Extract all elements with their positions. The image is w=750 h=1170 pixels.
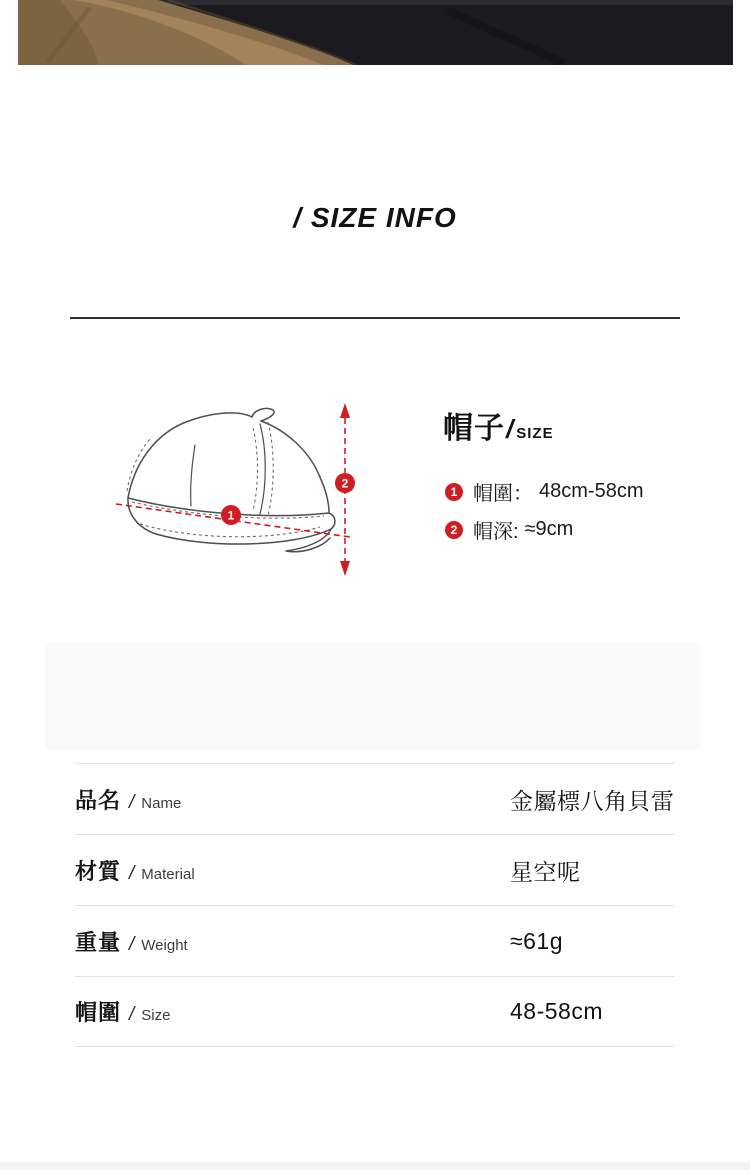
table-row-name bbox=[75, 763, 675, 834]
diagram-heading-sep: / bbox=[506, 414, 514, 444]
row-label bbox=[75, 855, 510, 886]
row-label-sep: / bbox=[129, 933, 135, 955]
row-value: 星空呢 bbox=[510, 858, 581, 885]
row-label-cn: 帽圍 bbox=[75, 1000, 122, 1025]
measurement-line-circumference bbox=[445, 477, 643, 506]
measure-2-label: 帽深: bbox=[473, 521, 519, 543]
title-divider bbox=[70, 317, 680, 319]
row-label bbox=[75, 996, 510, 1027]
bottom-strip bbox=[0, 1162, 750, 1170]
row-label-en: Material bbox=[141, 865, 195, 883]
row-label bbox=[75, 926, 510, 957]
diagram-heading-en: SIZE bbox=[516, 425, 554, 442]
hat-crown-outline bbox=[128, 413, 252, 498]
measure-1-label: 帽圍： bbox=[473, 483, 533, 505]
row-label-cn: 材質 bbox=[75, 858, 122, 884]
hat-diagram bbox=[98, 388, 380, 592]
row-value: 48-58cm bbox=[510, 998, 603, 1024]
diagram-heading-cn: 帽子 bbox=[443, 412, 505, 445]
row-label-cn: 重量 bbox=[75, 929, 122, 955]
row-label bbox=[75, 784, 510, 815]
row-label-en: Size bbox=[141, 1007, 171, 1024]
row-label-cn: 品名 bbox=[75, 787, 122, 813]
row-value: ≈61g bbox=[510, 927, 563, 954]
row-value: 金屬標八角貝雷 bbox=[510, 787, 675, 814]
row-label-sep: / bbox=[129, 1004, 135, 1025]
row-label-sep: / bbox=[129, 791, 135, 813]
spec-table bbox=[75, 763, 675, 1047]
diagram-badge-2: 2 bbox=[341, 476, 349, 491]
hat-tab bbox=[252, 408, 274, 421]
row-label-sep: / bbox=[129, 862, 135, 884]
table-row-size bbox=[75, 976, 675, 1047]
measure-2-badge: 2 bbox=[445, 521, 463, 539]
measure-1-value: 48cm-58cm bbox=[539, 480, 644, 502]
background-panel bbox=[45, 643, 700, 750]
row-label-en: Weight bbox=[141, 936, 188, 954]
size-info-title: / SIZE INFO bbox=[293, 202, 457, 233]
arrow-down-icon bbox=[340, 561, 350, 576]
diagram-heading bbox=[443, 403, 554, 447]
measure-1-badge: 1 bbox=[445, 483, 463, 501]
row-label-en: Name bbox=[141, 794, 182, 812]
table-row-weight bbox=[75, 905, 675, 976]
product-photo-image bbox=[18, 0, 733, 65]
product-photo bbox=[18, 0, 733, 65]
measure-2-value: ≈9cm bbox=[524, 518, 574, 540]
measurement-line-depth bbox=[445, 515, 573, 544]
table-row-material bbox=[75, 834, 675, 905]
arrow-up-icon bbox=[340, 403, 350, 418]
diagram-badge-1: 1 bbox=[227, 508, 235, 523]
